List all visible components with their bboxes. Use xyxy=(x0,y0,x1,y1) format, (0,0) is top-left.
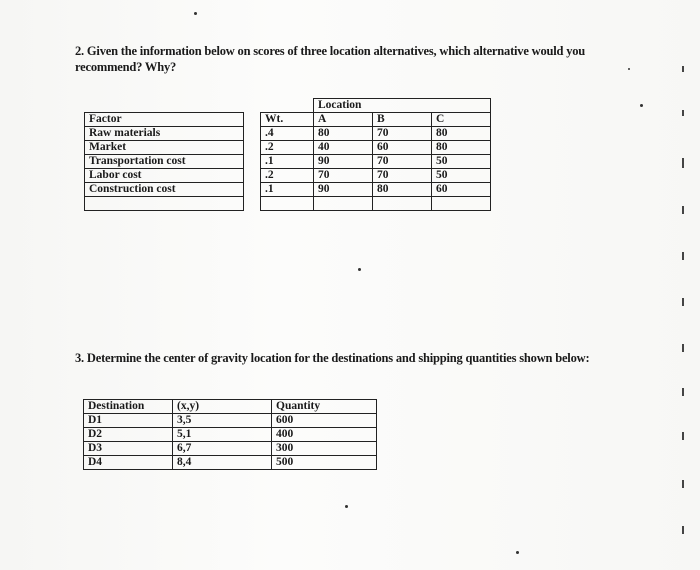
table-row xyxy=(85,183,491,197)
coordinates-cell: 8,4 xyxy=(173,456,272,470)
scan-speck xyxy=(358,268,361,271)
score-b-cell: 80 xyxy=(373,183,432,197)
question-3-text: 3. Determine the center of gravity location for the destinations and shipping quantities shown below: xyxy=(75,351,590,365)
score-a-cell xyxy=(314,197,373,211)
scan-edge-mark xyxy=(682,526,684,534)
scan-edge-mark xyxy=(682,158,684,168)
score-b-cell: 70 xyxy=(373,127,432,141)
table-row xyxy=(85,141,491,155)
score-c-cell: 80 xyxy=(432,127,491,141)
score-a-cell: 80 xyxy=(314,127,373,141)
factor-cell: Raw materials xyxy=(85,127,244,141)
factor-cell: Labor cost xyxy=(85,169,244,183)
score-a-cell: 90 xyxy=(314,155,373,169)
table-row xyxy=(85,127,491,141)
destination-cell: D2 xyxy=(84,428,173,442)
score-b-cell: 70 xyxy=(373,169,432,183)
scan-edge-mark xyxy=(682,432,684,440)
coordinates-cell: 3,5 xyxy=(173,414,272,428)
location-b-header: B xyxy=(373,113,432,127)
factor-cell: Construction cost xyxy=(85,183,244,197)
score-a-cell: 70 xyxy=(314,169,373,183)
quantity-cell: 300 xyxy=(272,442,377,456)
score-b-cell: 70 xyxy=(373,155,432,169)
destination-cell: D4 xyxy=(84,456,173,470)
weight-cell: .1 xyxy=(261,183,314,197)
score-c-cell: 50 xyxy=(432,169,491,183)
score-c-cell xyxy=(432,197,491,211)
quantity-cell: 400 xyxy=(272,428,377,442)
destination-cell: D3 xyxy=(84,442,173,456)
scan-speck xyxy=(628,68,630,70)
table-row xyxy=(84,428,377,442)
weight-cell: .1 xyxy=(261,155,314,169)
score-a-cell: 40 xyxy=(314,141,373,155)
score-a-cell: 90 xyxy=(314,183,373,197)
score-c-cell: 60 xyxy=(432,183,491,197)
score-c-cell: 80 xyxy=(432,141,491,155)
location-c-header: C xyxy=(432,113,491,127)
destination-header: Destination xyxy=(84,400,173,414)
scan-edge-mark xyxy=(682,344,684,352)
score-b-cell: 60 xyxy=(373,141,432,155)
destination-cell: D1 xyxy=(84,414,173,428)
scan-speck xyxy=(345,505,348,508)
quantity-header: Quantity xyxy=(272,400,377,414)
scan-speck xyxy=(194,12,197,15)
location-header: Location xyxy=(314,99,491,113)
factor-cell: Transportation cost xyxy=(85,155,244,169)
scan-edge-mark xyxy=(682,298,684,306)
scan-edge-mark xyxy=(682,66,684,72)
coordinates-header: (x,y) xyxy=(173,400,272,414)
question-2-text: 2. Given the information below on scores of three location alternatives, which alternative would you recommend? Why? xyxy=(75,44,586,74)
scan-speck xyxy=(640,104,643,107)
weight-cell: .4 xyxy=(261,127,314,141)
scan-edge-mark xyxy=(682,388,684,396)
destinations-table xyxy=(83,399,377,470)
table-row xyxy=(85,169,491,183)
scan-edge-mark xyxy=(682,110,684,116)
scan-edge-mark xyxy=(682,206,684,214)
location-scores-table xyxy=(84,98,491,211)
factor-cell: Market xyxy=(85,141,244,155)
weight-cell: .2 xyxy=(261,141,314,155)
quantity-cell: 500 xyxy=(272,456,377,470)
score-b-cell xyxy=(373,197,432,211)
scan-edge-mark xyxy=(682,480,684,488)
factor-header: Factor xyxy=(85,113,244,127)
scan-speck xyxy=(516,551,519,554)
coordinates-cell: 5,1 xyxy=(173,428,272,442)
table-row xyxy=(84,442,377,456)
table-row xyxy=(84,456,377,470)
scan-edge-mark xyxy=(682,252,684,260)
table-row xyxy=(84,414,377,428)
coordinates-cell: 6,7 xyxy=(173,442,272,456)
table-row xyxy=(85,197,491,211)
factor-cell xyxy=(85,197,244,211)
weight-cell: .2 xyxy=(261,169,314,183)
score-c-cell: 50 xyxy=(432,155,491,169)
weight-cell xyxy=(261,197,314,211)
weight-header: Wt. xyxy=(261,113,314,127)
table-row xyxy=(85,155,491,169)
quantity-cell: 600 xyxy=(272,414,377,428)
location-a-header: A xyxy=(314,113,373,127)
